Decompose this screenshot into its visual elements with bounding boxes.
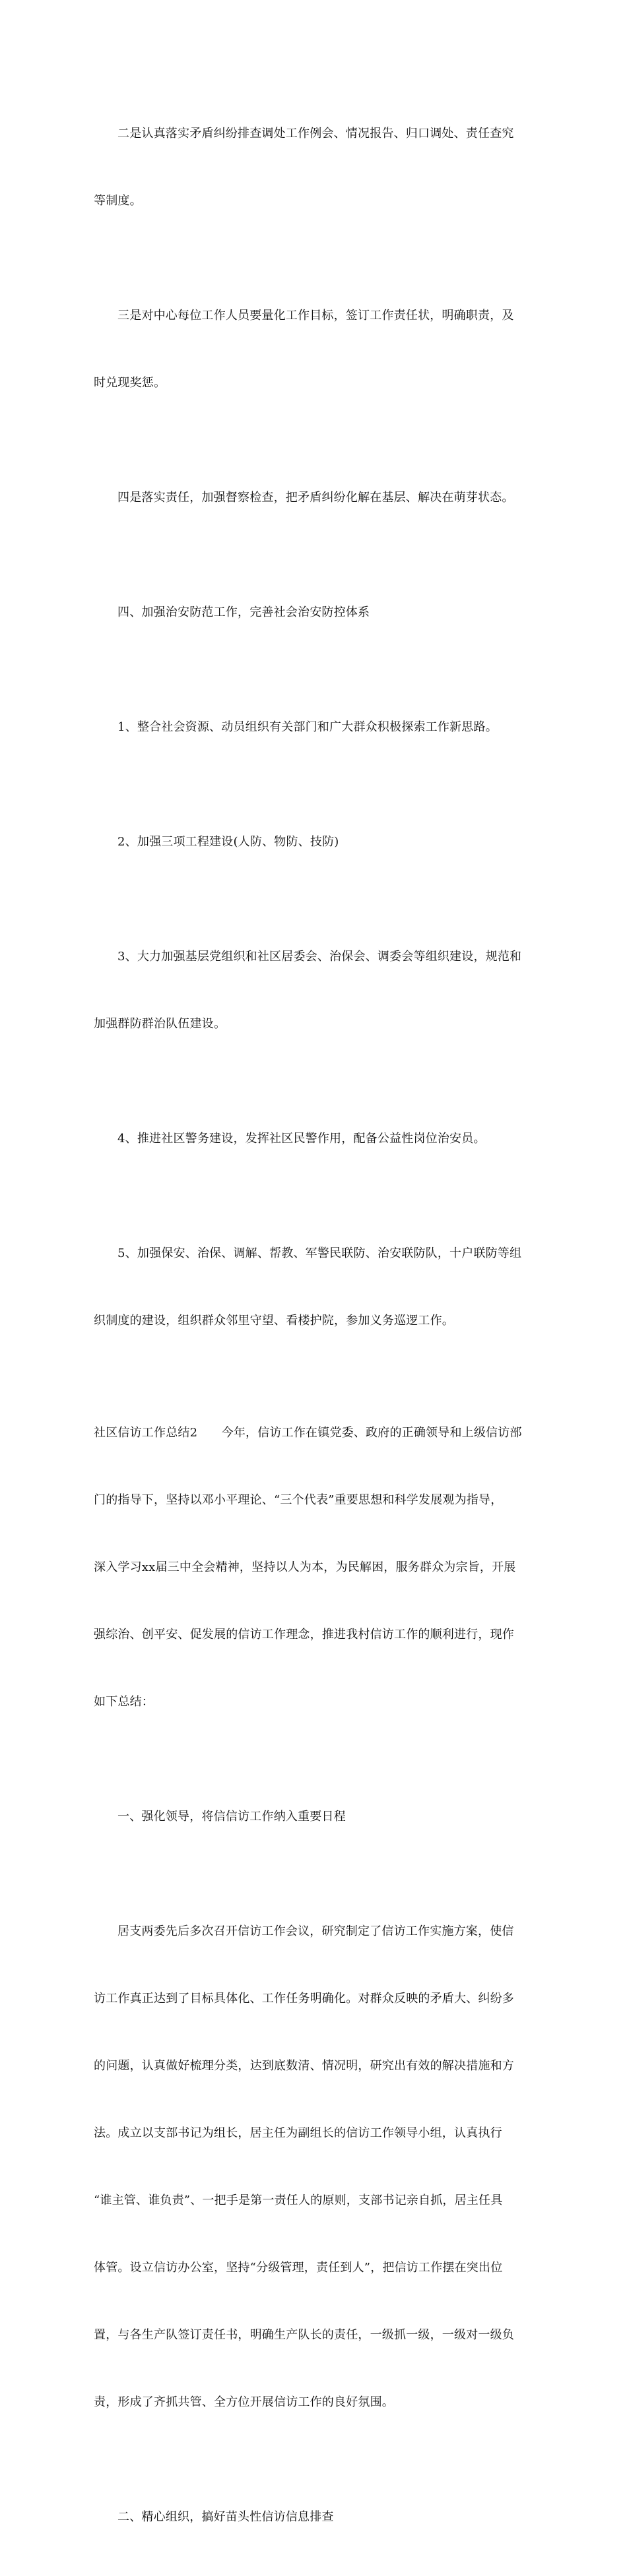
- section-heading: [94, 557, 531, 669]
- text-line: 二是认真落实矛盾纠纷排查调处工作例会、情况报告、归口调处、责任查究: [117, 127, 514, 140]
- list-item: [94, 1198, 531, 1377]
- text-line: 门的指导下，坚持以邓小平理论、“三个代表”重要思想和科学发展观为指导，: [94, 1493, 503, 1507]
- text-line: 访工作真正达到了目标具体化、工作任务明确化。对群众反映的矛盾大、纠纷多: [94, 1992, 514, 2006]
- text-line: 置，与各生产队签订责任书，明确生产队长的责任，一级抓一级，一级对一级负: [94, 2328, 514, 2342]
- text-line: 四是落实责任，加强督察检查，把矛盾纠纷化解在基层、解决在萌芽状态。: [117, 491, 514, 505]
- text-line: 强综治、创平安、促发展的信访工作理念，推进我村信访工作的顺利进行，现作: [94, 1628, 514, 1641]
- section-heading: [94, 1761, 531, 1873]
- paragraph: [94, 1377, 531, 1758]
- text-line: 深入学习xx届三中全会精神，坚持以人为本，为民解困，服务群众为宗旨，开展: [94, 1560, 516, 1574]
- section-heading: [94, 2461, 531, 2573]
- paragraph: [94, 78, 531, 257]
- text-line: 如下总结：: [94, 1695, 154, 1709]
- text-line: 三是对中心每位工作人员要量化工作目标，签订工作责任状，明确职责，及: [117, 309, 514, 322]
- text-line: 3、大力加强基层党组织和社区居委会、治保会、调委会等组织建设，规范和: [117, 950, 522, 964]
- paragraph: [94, 260, 531, 439]
- list-item: [94, 901, 531, 1080]
- text-line: 加强群防群治队伍建设。: [94, 1017, 226, 1031]
- text-line: 二、精心组织，搞好苗头性信访信息排查: [117, 2510, 334, 2524]
- text-line: 5、加强保安、治保、调解、帮教、军警民联防、治安联防队，十户联防等组: [117, 1246, 522, 1260]
- text-line: 社区信访工作总结2 今年，信访工作在镇党委、政府的正确领导和上级信访部: [94, 1426, 522, 1440]
- text-line: 一、强化领导，将信信访工作纳入重要日程: [117, 1810, 346, 1824]
- text-line: 1、整合社会资源、动员组织有关部门和广大群众积极探索工作新思路。: [117, 720, 498, 734]
- text-line: 时兑现奖惩。: [94, 376, 166, 390]
- paragraph: [94, 442, 531, 554]
- text-line: 体管。设立信访办公室，坚持“分级管理，责任到人”，把信访工作摆在突出位: [94, 2261, 503, 2275]
- list-item: [94, 671, 531, 783]
- paragraph: [94, 1876, 531, 2459]
- text-line: 织制度的建设，组织群众邻里守望、看楼护院，参加义务巡逻工作。: [94, 1314, 454, 1328]
- text-line: 的问题，认真做好梳理分类，达到底数清、情况明，研究出有效的解决措施和方: [94, 2059, 514, 2073]
- text-line: 2、加强三项工程建设(人防、物防、技防): [117, 835, 339, 849]
- list-item: [94, 1083, 531, 1195]
- text-line: 4、推进社区警务建设，发挥社区民警作用，配备公益性岗位治安员。: [117, 1132, 486, 1146]
- text-line: 居支两委先后多次召开信访工作会议，研究制定了信访工作实施方案，使信: [117, 1924, 514, 1938]
- text-line: 法。成立以支部书记为组长，居主任为副组长的信访工作领导小组，认真执行: [94, 2126, 502, 2140]
- text-line: 等制度。: [94, 194, 142, 208]
- document-page: [94, 78, 531, 2576]
- text-line: “谁主管、谁负责”、一把手是第一责任人的原则，支部书记亲自抓，居主任具: [94, 2193, 503, 2207]
- list-item: [94, 786, 531, 898]
- text-line: 四、加强治安防范工作，完善社会治安防控体系: [117, 605, 370, 619]
- text-line: 责，形成了齐抓共管、全方位开展信访工作的良好氛围。: [94, 2395, 394, 2409]
